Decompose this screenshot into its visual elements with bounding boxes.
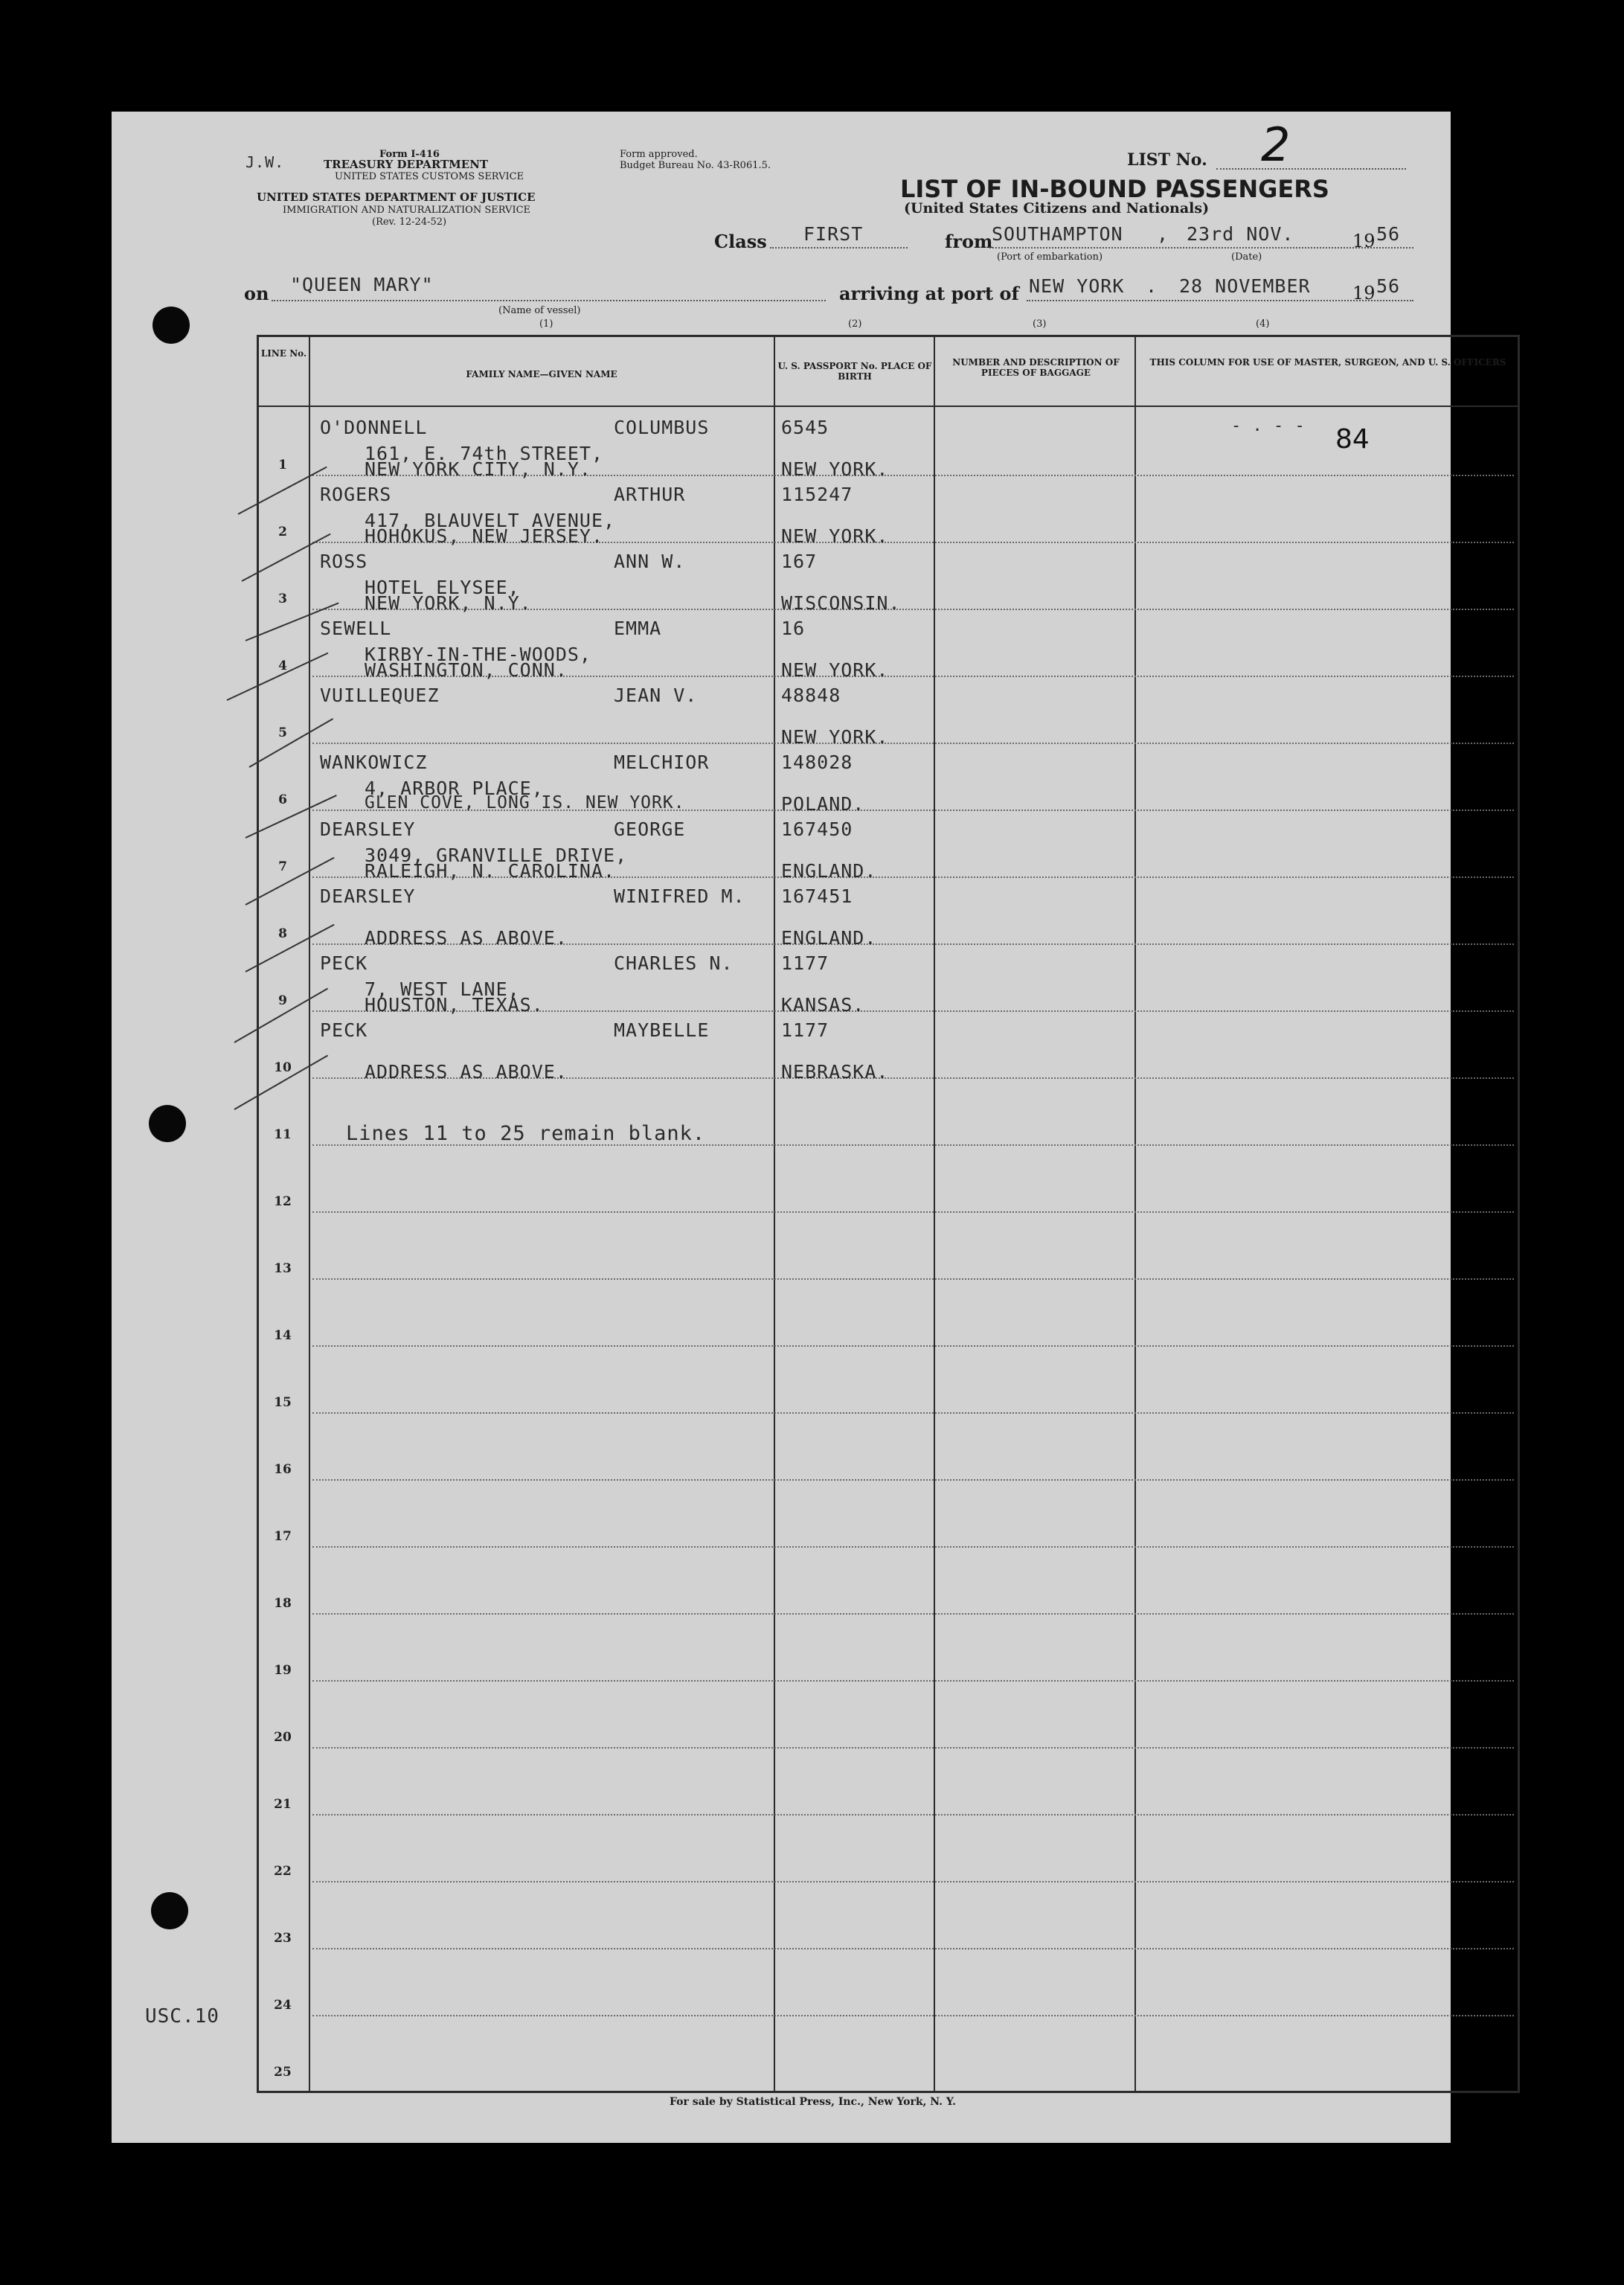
family-name: ROSS: [320, 551, 368, 572]
line-number: 3: [278, 592, 287, 606]
row-line: [312, 1747, 1514, 1749]
address-line-2: RALEIGH, N. CAROLINA.: [365, 860, 616, 882]
passport-number: 167451: [781, 885, 853, 907]
place-of-birth: POLAND.: [781, 793, 865, 815]
class-line: [770, 247, 908, 249]
row-line: [312, 1814, 1514, 1815]
family-name: PECK: [320, 1019, 368, 1041]
line-number: 20: [274, 1730, 292, 1745]
passport-number: 167450: [781, 818, 853, 840]
passport-number: 48848: [781, 685, 841, 706]
header-baggage: NUMBER AND DESCRIPTION OF PIECES OF BAGGAGE: [952, 357, 1120, 378]
place-of-birth: NEBRASKA.: [781, 1061, 889, 1083]
line-number: 6: [278, 792, 287, 807]
on-label: on: [244, 283, 269, 304]
line-number: 2: [278, 525, 287, 539]
header-row-divider: [257, 406, 1519, 407]
officer-count: 84: [1335, 424, 1370, 455]
place-of-birth: ENGLAND.: [781, 927, 877, 949]
column-2-number: (2): [848, 318, 862, 330]
from-label: from: [945, 231, 993, 252]
row-line: [312, 2015, 1514, 2016]
row-line: [312, 1613, 1514, 1615]
line-number: 13: [274, 1261, 292, 1276]
class-label: Class: [714, 231, 767, 252]
address-line-1: 4, ARBOR PLACE,: [365, 778, 544, 799]
line-number: 18: [274, 1596, 292, 1611]
check-mark: [242, 533, 331, 582]
officer-marks: - . ‐ -: [1231, 417, 1306, 435]
line-number: 21: [274, 1797, 292, 1812]
table-right-border: [1518, 335, 1520, 2093]
arrival-date: 28 NOVEMBER: [1179, 275, 1311, 297]
line-number: 8: [278, 926, 287, 941]
check-mark: [238, 467, 327, 515]
row-line: [312, 1278, 1514, 1280]
header-line-no: LINE No.: [260, 348, 307, 359]
binder-hole: [151, 1892, 188, 1929]
year-prefix-1: 19: [1352, 231, 1376, 251]
family-name: DEARSLEY: [320, 818, 416, 840]
year-2: 56: [1376, 275, 1401, 297]
vessel-caption: (Name of vessel): [498, 305, 581, 316]
address-line-2: ADDRESS AS ABOVE.: [365, 927, 568, 949]
address-line-2: WASHINGTON, CONN.: [365, 659, 568, 681]
baggage-column-divider: [1134, 335, 1136, 2093]
line-number: 15: [274, 1395, 292, 1410]
header-family-name: FAMILY NAME—GIVEN NAME: [466, 369, 617, 379]
budget-bureau: Budget Bureau No. 43-R061.5.: [620, 160, 771, 171]
row-line: [312, 1211, 1514, 1213]
family-name: SEWELL: [320, 618, 392, 639]
address-line-1: 3049, GRANVILLE DRIVE,: [365, 845, 628, 866]
header-passport: U. S. PASSPORT No. PLACE OF BIRTH: [777, 361, 932, 382]
year-1: 56: [1376, 223, 1401, 245]
printer-footer: For sale by Statistical Press, Inc., New York, N. Y.: [670, 2096, 956, 2108]
passport-number: 115247: [781, 484, 853, 505]
line-number: 5: [278, 725, 287, 740]
passport-number: 6545: [781, 417, 829, 438]
passport-number: 167: [781, 551, 818, 572]
passport-column-divider: [934, 335, 935, 2093]
passport-number: 1177: [781, 952, 829, 974]
line-number: 7: [278, 859, 287, 874]
address-line-2: HOUSTON, TEXAS.: [365, 994, 544, 1016]
line-number: 25: [274, 2065, 292, 2080]
customs-service: UNITED STATES CUSTOMS SERVICE: [335, 171, 524, 182]
line-column-divider: [309, 335, 310, 2093]
embarkation-caption: (Port of embarkation): [997, 251, 1103, 263]
passport-number: 16: [781, 618, 806, 639]
family-name: O'DONNELL: [320, 417, 428, 438]
page-title: LIST OF IN-BOUND PASSENGERS: [900, 175, 1329, 203]
table-top-border: [257, 335, 1519, 337]
line-number: 24: [274, 1998, 292, 2013]
vessel-line: [272, 300, 826, 301]
arrival-port: NEW YORK: [1029, 275, 1125, 297]
embarkation-date: 23rd NOV.: [1187, 223, 1294, 245]
family-name: VUILLEQUEZ: [320, 685, 440, 706]
row-line: [312, 1345, 1514, 1347]
binder-hole: [149, 1105, 186, 1142]
vessel-name: "QUEEN MARY": [290, 274, 434, 295]
given-name: WINIFRED M.: [614, 885, 745, 907]
line-number: 22: [274, 1864, 292, 1879]
address-line-1: 161, E. 74th STREET,: [365, 443, 604, 464]
place-of-birth: KANSAS.: [781, 994, 865, 1016]
line-number: 11: [274, 1127, 292, 1142]
column-1-number: (1): [539, 318, 553, 330]
column-4-number: (4): [1256, 318, 1270, 330]
embarkation-port: SOUTHAMPTON: [992, 223, 1123, 245]
row-line: [312, 1881, 1514, 1882]
address-line-1: 417, BLAUVELT AVENUE,: [365, 510, 616, 531]
column-3-number: (3): [1033, 318, 1047, 330]
line-number: 9: [278, 993, 287, 1008]
row-line: [312, 743, 1514, 744]
form-revision: (Rev. 12-24-52): [372, 217, 447, 228]
line-number: 12: [274, 1194, 292, 1209]
place-of-birth: NEW YORK.: [781, 525, 889, 547]
row-line: [312, 1479, 1514, 1481]
binder-hole: [153, 307, 190, 344]
row-line: [312, 1948, 1514, 1949]
page-subtitle: (United States Citizens and Nationals): [904, 200, 1210, 217]
from-line: [989, 247, 1413, 249]
line-number: 16: [274, 1462, 292, 1477]
given-name: MELCHIOR: [614, 751, 710, 773]
line-number: 14: [274, 1328, 292, 1343]
family-name: PECK: [320, 952, 368, 974]
row-line: [312, 1546, 1514, 1548]
address-line-2: ADDRESS AS ABOVE.: [365, 1061, 568, 1083]
passport-number: 1177: [781, 1019, 829, 1041]
ins-service: IMMIGRATION AND NATURALIZATION SERVICE: [283, 205, 531, 216]
list-number-label: LIST No.: [1127, 150, 1207, 170]
family-name: DEARSLEY: [320, 885, 416, 907]
header-officers: THIS COLUMN FOR USE OF MASTER, SURGEON, AND U. S. OFFICERS: [1149, 357, 1506, 368]
line-number: 10: [274, 1060, 292, 1075]
address-line-1: HOTEL ELYSEE,: [365, 577, 520, 598]
address-line-2: NEW YORK CITY, N.Y.: [365, 458, 591, 480]
row-line: [312, 1412, 1514, 1414]
date-caption: (Date): [1231, 251, 1262, 263]
passport-number: 148028: [781, 751, 853, 773]
list-number-value: 2: [1261, 118, 1291, 172]
line-number: 17: [274, 1529, 292, 1544]
given-name: COLUMBUS: [614, 417, 710, 438]
given-name: CHARLES N.: [614, 952, 734, 974]
line-number: 19: [274, 1663, 292, 1678]
list-number-line: [1216, 168, 1406, 170]
table-bottom-border: [257, 2091, 1519, 2093]
arriving-label: arriving at port of: [839, 283, 1019, 304]
class-value: FIRST: [803, 223, 864, 245]
address-line-1: 7, WEST LANE,: [365, 978, 520, 1000]
arrival-comma: .: [1146, 275, 1158, 297]
line-number: 23: [274, 1931, 292, 1946]
given-name: GEORGE: [614, 818, 686, 840]
address-line-1: KIRBY-IN-THE-WOODS,: [365, 644, 591, 665]
address-line-2: GLEN COVE, LONG IS. NEW YORK.: [365, 793, 685, 813]
family-name: WANKOWICZ: [320, 751, 428, 773]
form-approved: Form approved.: [620, 149, 698, 160]
line-number: 4: [278, 658, 287, 673]
form-number: Form I-416: [379, 149, 440, 160]
manifest-sheet: [112, 112, 1506, 2143]
clerk-initials: J.W.: [245, 153, 285, 171]
address-line-2: HOHOKUS, NEW JERSEY.: [365, 525, 604, 547]
place-of-birth: NEW YORK.: [781, 726, 889, 748]
side-stamp: USC.10: [145, 2005, 219, 2028]
year-prefix-2: 19: [1352, 283, 1376, 304]
place-of-birth: NEW YORK.: [781, 659, 889, 681]
row-line: [312, 1680, 1514, 1682]
place-of-birth: NEW YORK.: [781, 458, 889, 480]
given-name: JEAN V.: [614, 685, 698, 706]
family-name: ROGERS: [320, 484, 392, 505]
blank-lines-note: Lines 11 to 25 remain blank.: [346, 1122, 706, 1145]
given-name: EMMA: [614, 618, 662, 639]
given-name: MAYBELLE: [614, 1019, 710, 1041]
treasury-department: TREASURY DEPARTMENT: [324, 158, 489, 171]
line-number: 1: [278, 458, 287, 472]
given-name: ARTHUR: [614, 484, 686, 505]
name-column-divider: [774, 335, 775, 2093]
given-name: ANN W.: [614, 551, 686, 572]
place-of-birth: ENGLAND.: [781, 860, 877, 882]
address-line-2: NEW YORK, N.Y.: [365, 592, 532, 614]
place-of-birth: WISCONSIN.: [781, 592, 901, 614]
justice-department: UNITED STATES DEPARTMENT OF JUSTICE: [257, 190, 536, 204]
embarkation-comma: ,: [1157, 223, 1169, 245]
